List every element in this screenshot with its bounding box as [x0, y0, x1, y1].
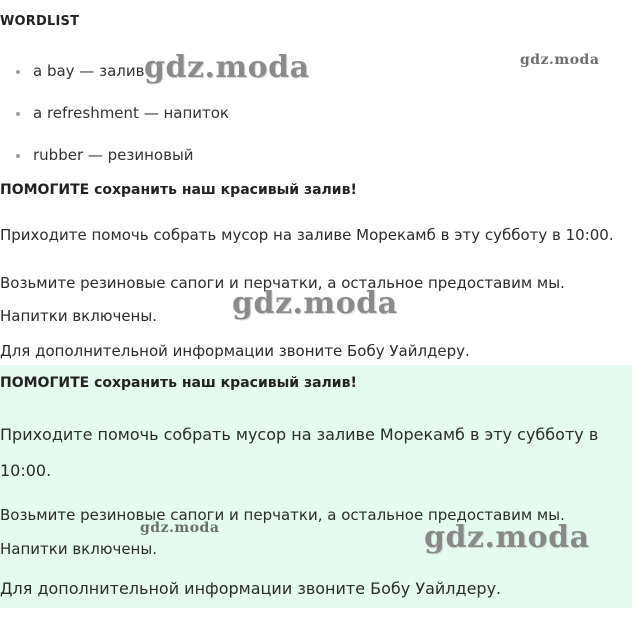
watermark: gdz.moda	[140, 520, 220, 536]
notice-highlighted	[0, 365, 632, 608]
wordlist-item	[0, 104, 229, 146]
watermark: gdz.moda	[424, 520, 590, 555]
notice-line: Возьмите резиновые сапоги и перчатки, а остальное предоставим мы. Напитки включены.	[0, 506, 565, 558]
notice-line: Для дополнительной информации звоните Бобу Уайлдеру.	[0, 342, 470, 360]
watermark: gdz.moda	[232, 286, 398, 321]
notice-line: Приходите помочь собрать мусор на заливе Морекамб в эту субботу в 10:00.	[0, 425, 599, 480]
notice-headline: ПОМОГИТЕ сохранить наш красивый залив!	[0, 375, 357, 391]
bullet-icon	[16, 70, 20, 74]
notice-line: Приходите помочь собрать мусор на заливе Морекамб в эту субботу в 10:00.	[0, 226, 614, 244]
notice-headline: ПОМОГИТЕ сохранить наш красивый залив!	[0, 182, 357, 198]
watermark: gdz.moda	[144, 50, 310, 85]
wordlist-item-text: a refreshment — напиток	[33, 104, 229, 122]
wordlist-item-text: rubber — резиновый	[33, 146, 194, 164]
watermark: gdz.moda	[520, 52, 600, 68]
bullet-icon	[16, 154, 20, 158]
bullet-icon	[16, 112, 20, 116]
wordlist-title: WORDLIST	[0, 14, 80, 29]
wordlist-item-text: a bay — залив	[33, 62, 145, 80]
notice-line-text: Возьмите резиновые сапоги и перчатки, а остальное предоставим мы.	[0, 274, 565, 292]
notice-line-text: Напитки включены.	[0, 307, 157, 325]
notice-line: Для дополнительной информации звоните Бобу Уайлдеру.	[0, 579, 502, 598]
